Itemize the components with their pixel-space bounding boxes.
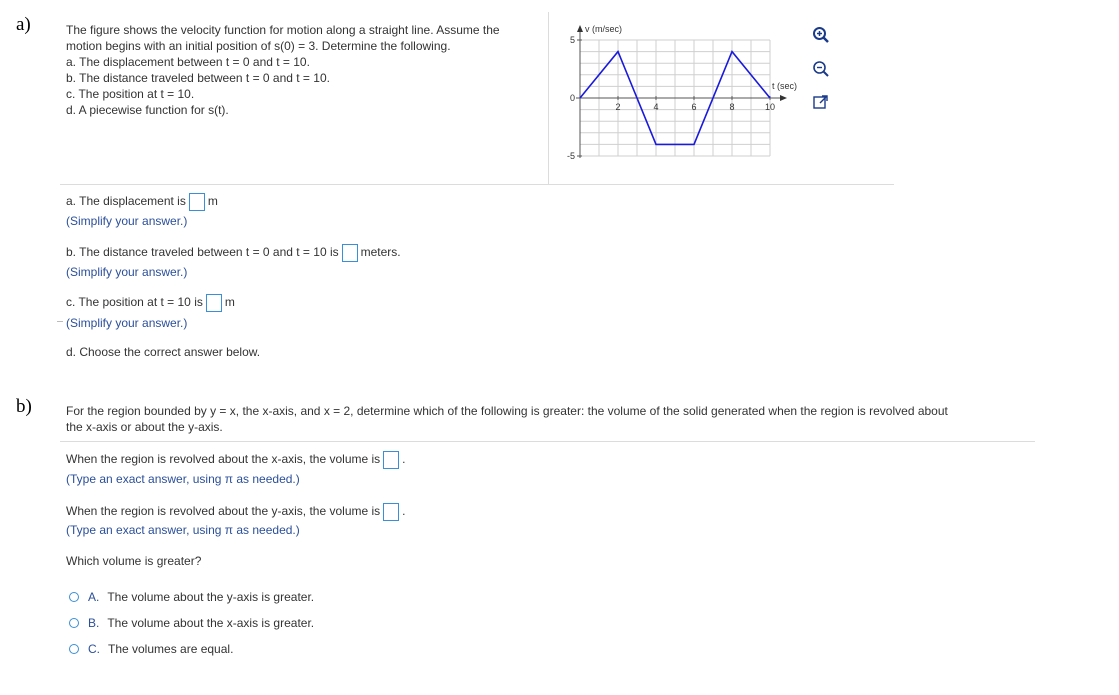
problem-line: For the region bounded by y = x, the x-axis, and x = 2, determine which of the following is greater: the volume of the solid generated when the region is revolved about: [66, 404, 948, 418]
x-tick-label: 4: [653, 102, 659, 112]
tick-mark: [57, 321, 63, 322]
radio-button[interactable]: [69, 644, 79, 654]
question-1-hint: (Type an exact answer, using π as needed.): [66, 472, 300, 486]
answer-a-unit: m: [207, 194, 218, 209]
zoom-in-icon[interactable]: [812, 26, 830, 44]
x-axis-arrow: [780, 95, 787, 101]
answer-c-hint: (Simplify your answer.): [66, 316, 188, 330]
y-tick-label: -5: [566, 151, 575, 161]
radio-button[interactable]: [69, 592, 79, 602]
graph-axes: [576, 25, 787, 158]
part-b-label: b): [16, 396, 32, 417]
y-axis-label: v (m/sec): [585, 24, 622, 34]
option-letter: C.: [88, 642, 100, 656]
x-tick-label: 2: [615, 102, 621, 112]
answer-b-hint: (Simplify your answer.): [66, 265, 188, 279]
answer-a-line: [66, 193, 218, 211]
option-a[interactable]: [69, 590, 314, 604]
problem-line: motion begins with an initial position of s(0) = 3. Determine the following.: [66, 39, 451, 53]
answer-b-prompt: b. The distance traveled between t = 0 and t = 10 is: [66, 245, 339, 260]
question-1-input[interactable]: [383, 451, 399, 469]
option-c[interactable]: [69, 642, 233, 656]
external-link-icon[interactable]: [812, 93, 830, 111]
answer-c-line: [66, 294, 235, 312]
y-tick-label: 0: [569, 93, 575, 103]
x-tick-label: 8: [729, 102, 735, 112]
option-text: The volume about the x-axis is greater.: [107, 616, 315, 630]
option-letter: A.: [88, 590, 100, 604]
problem-line: The figure shows the velocity function for motion along a straight line. Assume the: [66, 23, 500, 37]
option-text: The volumes are equal.: [108, 642, 234, 656]
question-1-line: When the region is revolved about the x-axis, the volume is .: [66, 451, 406, 469]
answer-c-unit: m: [224, 295, 235, 310]
graph-labels: [567, 24, 797, 161]
x-axis-label: t (sec): [772, 81, 798, 91]
divider: [60, 441, 1035, 442]
answer-c-input[interactable]: [206, 294, 222, 312]
divider: [548, 12, 549, 184]
answer-c-prompt: c. The position at t = 10 is: [66, 295, 203, 310]
problem-line: a. The displacement between t = 0 and t = 10.: [66, 55, 310, 69]
option-text: The volume about the y-axis is greater.: [107, 590, 315, 604]
problem-line: d. A piecewise function for s(t).: [66, 103, 229, 117]
option-letter: B.: [88, 616, 100, 630]
answer-a-prompt: a. The displacement is: [66, 194, 186, 209]
y-axis-arrow: [577, 25, 583, 32]
x-tick-label: 6: [691, 102, 697, 112]
problem-line: b. The distance traveled between t = 0 and t = 10.: [66, 71, 330, 85]
question-1-prompt: When the region is revolved about the x-axis, the volume is: [66, 452, 381, 467]
x-tick-label: 10: [764, 102, 776, 112]
part-a-label: a): [16, 14, 31, 35]
velocity-graph: [552, 20, 802, 170]
answer-a-input[interactable]: [189, 193, 205, 211]
problem-line: the x-axis or about the y-axis.: [66, 420, 223, 434]
zoom-out-icon[interactable]: [812, 60, 830, 78]
answer-b-input[interactable]: [342, 244, 358, 262]
answer-a-hint: (Simplify your answer.): [66, 214, 188, 228]
question-3-prompt: Which volume is greater?: [66, 554, 202, 568]
answer-b-line: [66, 244, 401, 262]
radio-button[interactable]: [69, 618, 79, 628]
answer-d-prompt: d. Choose the correct answer below.: [66, 345, 261, 359]
answer-b-unit: meters.: [360, 245, 401, 260]
y-tick-label: 5: [569, 35, 575, 45]
problem-line: c. The position at t = 10.: [66, 87, 195, 101]
question-2-hint: (Type an exact answer, using π as needed.): [66, 523, 300, 537]
part-b-problem-text: [66, 403, 948, 435]
divider: [60, 184, 894, 185]
question-2-input[interactable]: [383, 503, 399, 521]
question-2-prompt: When the region is revolved about the y-axis, the volume is: [66, 504, 381, 519]
option-b[interactable]: [69, 616, 314, 630]
part-a-problem-text: [66, 22, 500, 118]
question-2-line: When the region is revolved about the y-axis, the volume is .: [66, 503, 406, 521]
